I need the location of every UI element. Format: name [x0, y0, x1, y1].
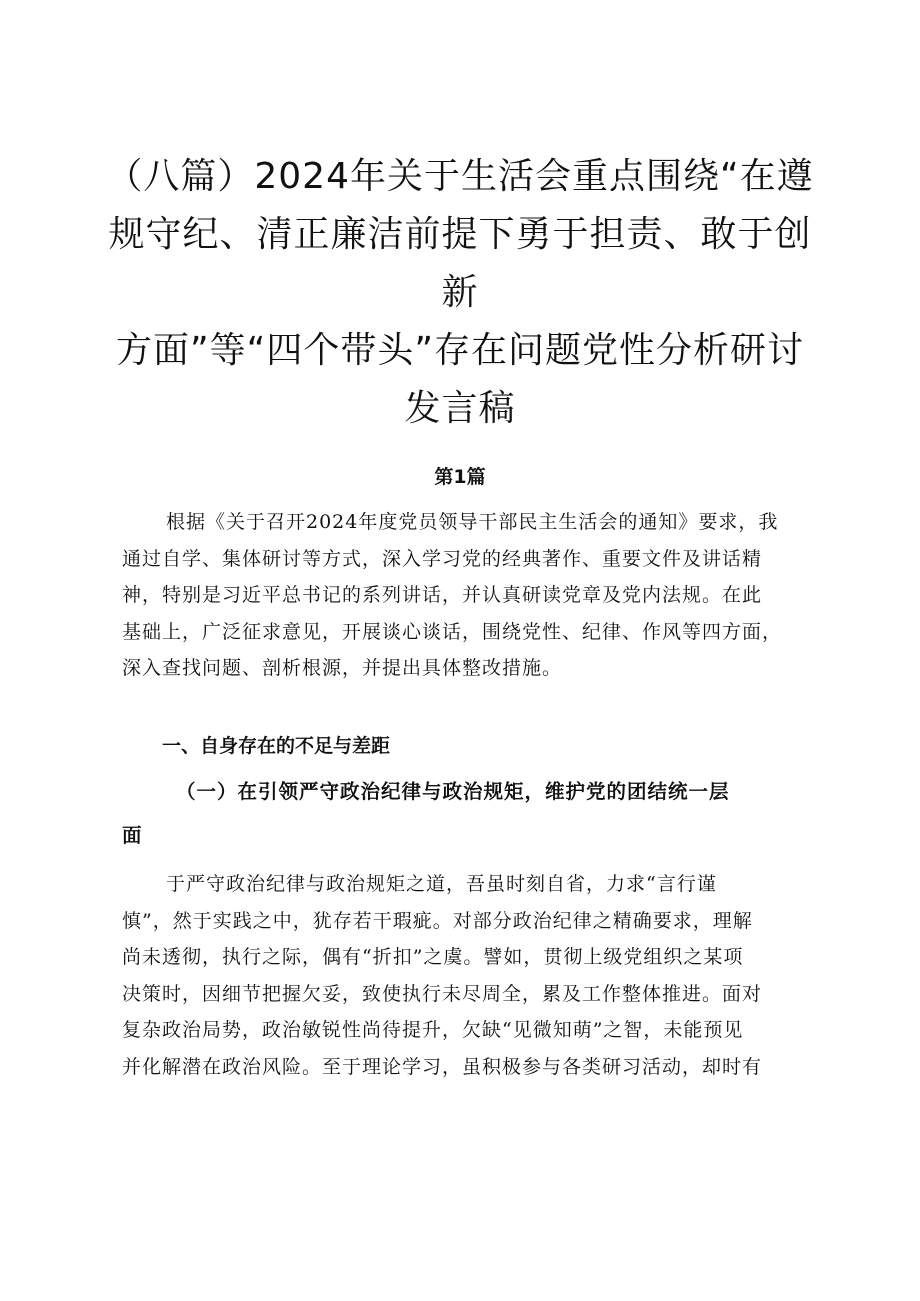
paragraph-line: 于严守政治纪律与政治规矩之道，吾虽时刻自省，力求“言行谨 [166, 873, 717, 895]
paragraph-line: 并化解潜在政治风险。至于理论学习，虽积极参与各类研习活动，却时有 [122, 1055, 763, 1078]
body-paragraph [122, 866, 812, 1086]
heading-line: （一）在引领严守政治纪律与政治规矩，维护党的团结统一层 [176, 780, 730, 803]
title-line: 方面”等“四个带头”存在问题党性分析研讨 [116, 330, 804, 371]
paragraph-line: 深入查找问题、剖析根源，并提出具体整改措施。 [122, 657, 563, 680]
paragraph-line: 尚未透彻，执行之际，偶有“折扣”之虞。譬如，贯彻上级党组织之某项 [122, 946, 744, 969]
heading-level-2 [122, 770, 812, 858]
title-line: （八篇）2024年关于生活会重点围绕“在遵 [106, 156, 814, 197]
paragraph-line: 复杂政治局势，政治敏锐性尚待提升，欠缺“见微知萌”之智，未能预见 [122, 1019, 744, 1042]
paragraph-line: 根据《关于召开2024年度党员领导干部民主生活会的通知》要求，我 [166, 511, 779, 533]
intro-paragraph [122, 504, 812, 687]
title-line: 规守纪、清正廉洁前提下勇于担责、敢于创新 [108, 214, 812, 313]
paragraph-line: 决策时，因细节把握欠妥，致使执行未尽周全，累及工作整体推进。面对 [122, 982, 763, 1005]
section-title: 第1篇 [434, 466, 486, 488]
paragraph-line: 基础上，广泛征求意见，开展谈心谈话，围绕党性、纪律、作风等四方面， [122, 620, 783, 643]
paragraph-line: 慎”，然于实践之中，犹存若干瑕疵。对部分政治纪律之精确要求，理解 [122, 909, 753, 932]
paragraph-line: 神，特别是习近平总书记的系列讲话，并认真研读党章及党内法规。在此 [122, 584, 763, 607]
paragraph-line: 通过自学、集体研讨等方式，深入学习党的经典著作、重要文件及讲话精 [122, 547, 763, 570]
heading-line: 面 [122, 824, 143, 847]
document-title [100, 148, 820, 438]
heading-level-1: 一、自身存在的不足与差距 [162, 735, 391, 757]
title-line: 发言稿 [404, 388, 516, 429]
